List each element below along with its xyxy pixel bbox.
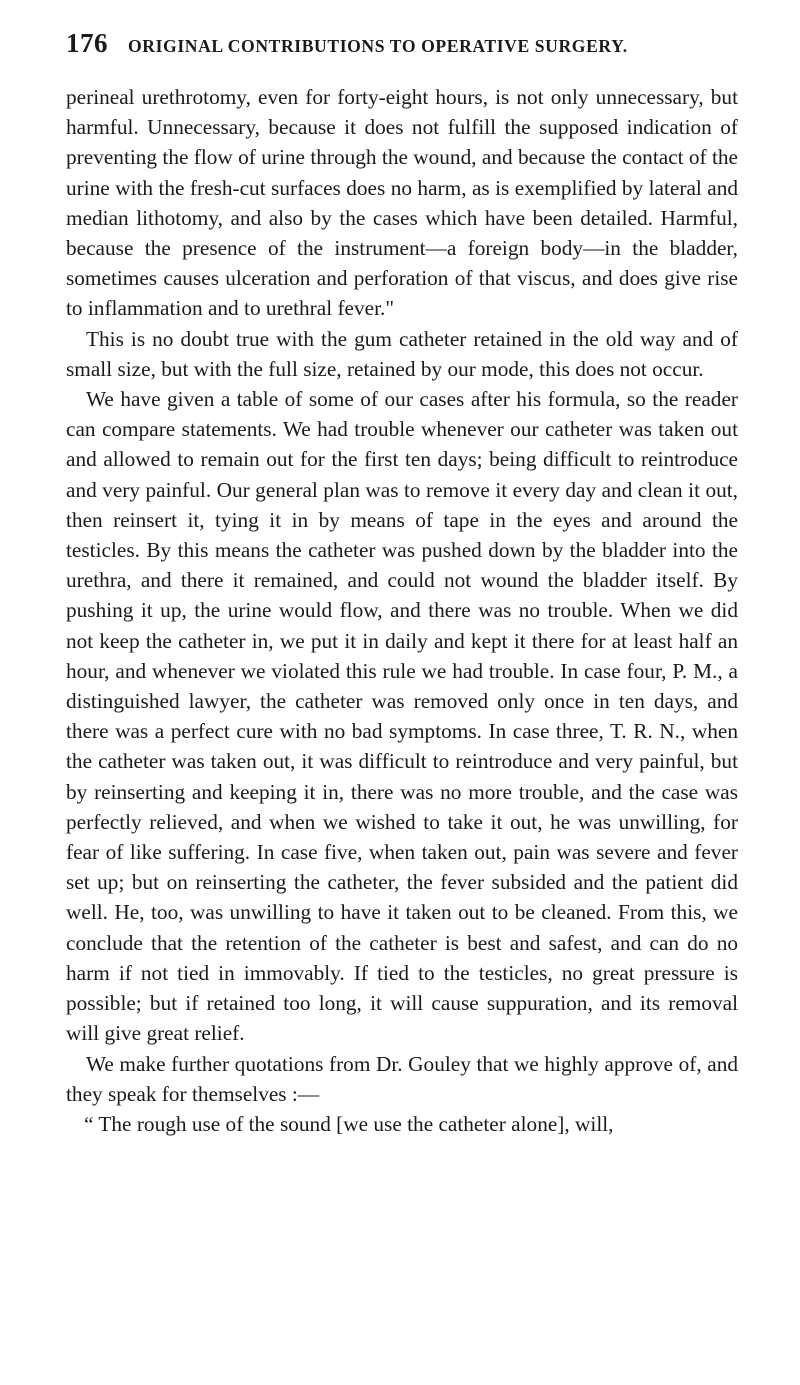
running-head	[66, 28, 738, 58]
running-title: ORIGINAL CONTRIBUTIONS TO OPERATIVE SURGERY.	[128, 36, 628, 56]
book-page	[66, 28, 738, 1139]
body-text	[66, 82, 738, 1139]
paragraph-quote-start: “ The rough use of the sound [we use the catheter alone], will,	[84, 1111, 614, 1136]
paragraph-case-table: We have given a table of some of our cases after his formula, so the reader can compare statements. We had trouble whenever our catheter was taken out and allowed to remain out for the first ten days; being difficult to reintroduce and very painful. Our general plan was to remove it every day and clean it out, then reinsert it, tying it in by means of tape in the eyes and around the testicles. By this means the catheter was pushed down by the bladder into the urethra, and there it remained, and could not wound the bladder itself. By pushing it up, the urine would flow, and there was no trouble. When we did not keep the catheter in, we put it in daily and kept it there for at least half an hour, and whenever we violated this rule we had trouble. In case four, P. M., a distinguished lawyer, the catheter was removed only once in ten days, and there was a perfect cure with no bad symptoms. In case three, T. R. N., when the catheter was taken out, it was difficult to reintroduce and very painful, but by reinserting and keeping it in, there was no more trouble, and the case was perfectly relieved, and when we wished to take it out, he was unwilling, for fear of like suffering. In case five, when taken out, pain was severe and fever set up; but on reinserting the catheter, the fever subsided and the patient did well. He, too, was unwilling to have it taken out to be cleaned. From this, we conclude that the retention of the catheter is best and safest, and can do no harm if not tied in immovably. If tied to the testicles, no great pressure is possible; but if retained too long, it will cause suppuration, and its removal will give great relief.	[66, 387, 738, 1046]
paragraph-quotations-intro: We make further quotations from Dr. Gouley that we highly approve of, and they speak for themselves :—	[66, 1051, 738, 1106]
paragraph-gum-catheter: This is no doubt true with the gum catheter retained in the old way and of small size, but with the full size, retained by our mode, this does not occur.	[66, 326, 738, 381]
page-number: 176	[66, 28, 108, 58]
paragraph-continuation: perineal urethrotomy, even for forty-eight hours, is not only unnecessary, but harmful. Unnecessary, because it does not fulfill the supposed indication of preventing the flow of urine through the wound, and because the contact of the urine with the fresh-cut surfaces does no harm, as is exemplified by lateral and median lithotomy, and also by the cases which have been detailed. Harmful, because the presence of the instrument—a foreign body—in the bladder, sometimes causes ulceration and perforation of that viscus, and does give rise to inflammation and to urethral fever."	[66, 85, 738, 321]
